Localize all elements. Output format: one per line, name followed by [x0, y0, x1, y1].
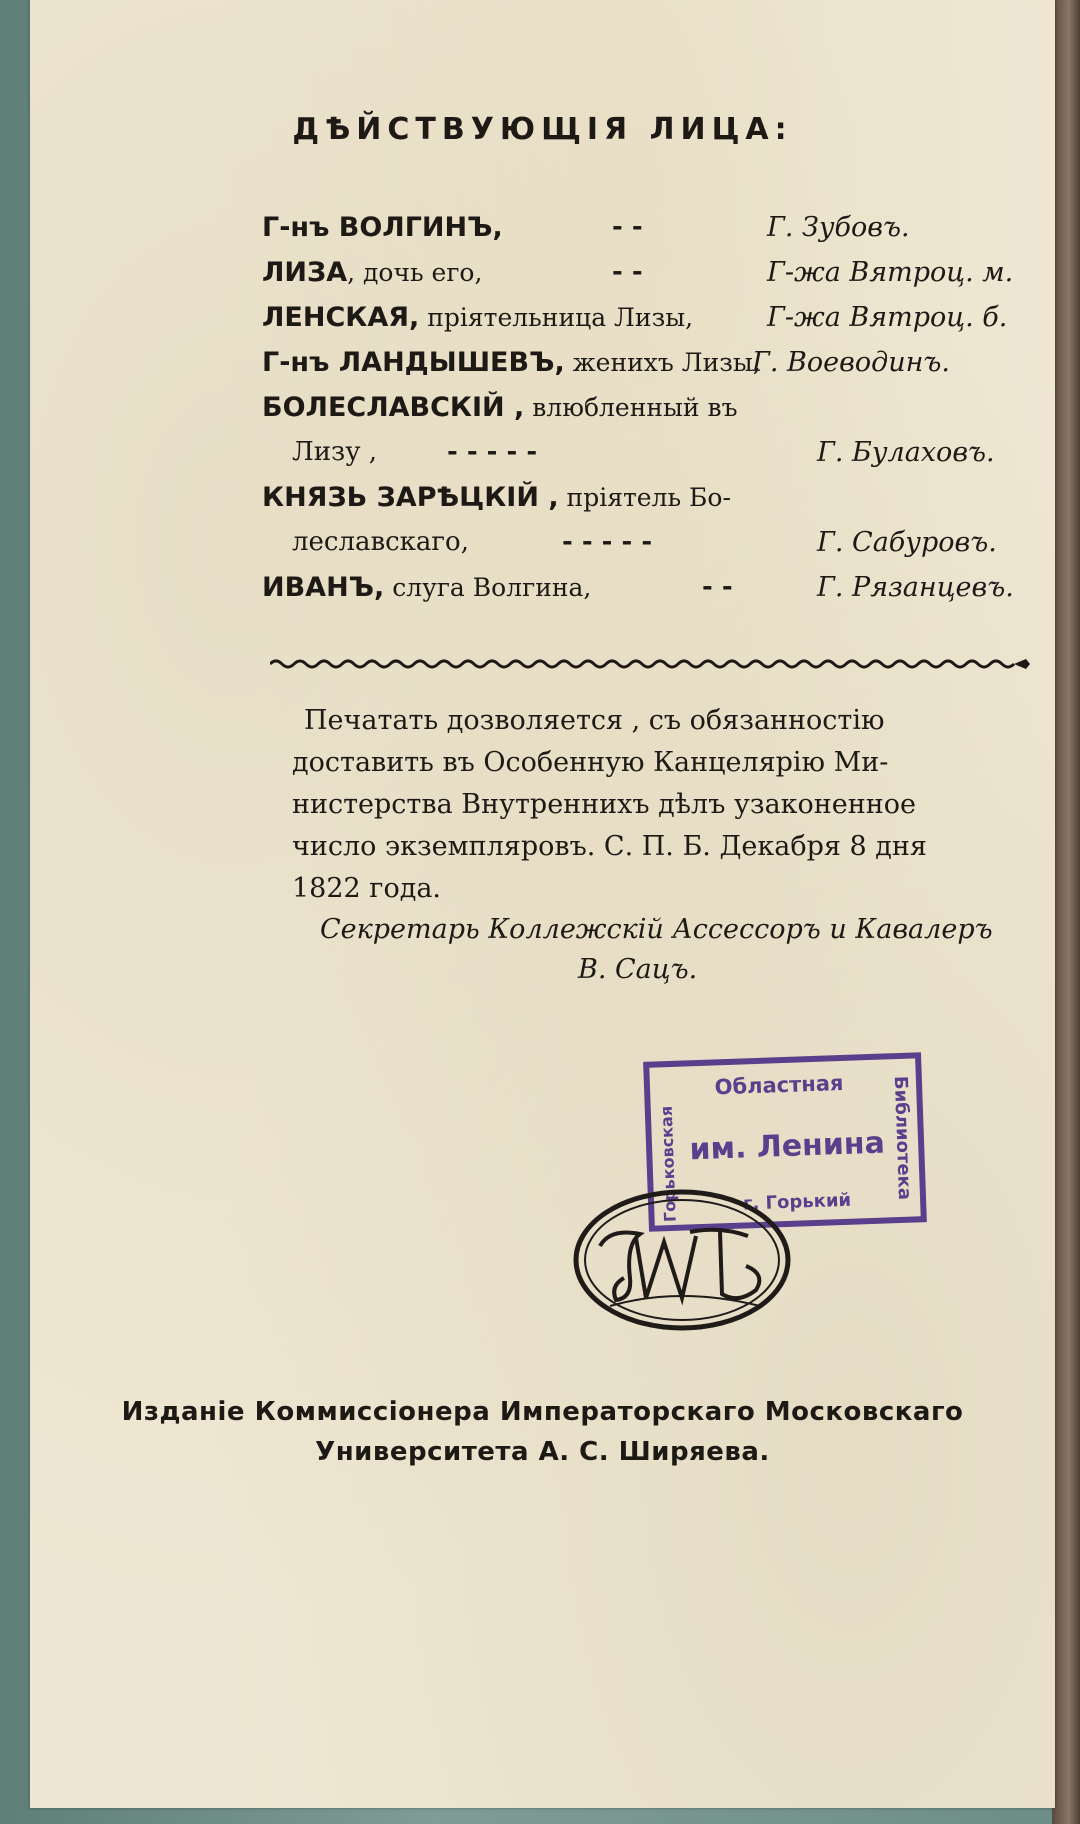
- stamp-text-right: Библиотека: [889, 1075, 916, 1201]
- permit-line: число экземпляровъ. С. П. Б. Декабря 8 дня: [292, 831, 927, 862]
- cast-row: [262, 250, 1032, 295]
- publisher-imprint: [30, 1392, 1055, 1472]
- ornamental-rule: [270, 656, 1030, 672]
- monogram-stamp: [570, 1186, 794, 1334]
- cast-row: [262, 340, 1032, 385]
- page-heading: ДѢЙСТВУЮЩІЯ ЛИЦА:: [292, 112, 793, 147]
- cast-role: леславскаго,: [292, 527, 469, 557]
- cast-role: Г-нъ ЛАНДЫШЕВЪ, женихъ Лизы,: [262, 347, 761, 378]
- cast-actor: Г-жа Вятроц. м.: [767, 257, 1014, 288]
- permit-line: нистерства Внутреннихъ дѣлъ узаконенное: [292, 789, 917, 820]
- cast-row: [262, 430, 1032, 475]
- cast-role: ЛЕНСКАЯ, пріятельница Лизы,: [262, 302, 694, 333]
- publisher-line: Изданіе Коммиссіонера Императорскаго Московскаго: [121, 1397, 964, 1427]
- cast-role: Г-нъ ВОЛГИНЪ,: [262, 212, 503, 243]
- signature-name: В. Сацъ.: [578, 954, 698, 985]
- cast-actor: Г-жа Вятроц. б.: [767, 302, 1008, 333]
- stamp-text-bottom: г. Горький: [742, 1189, 852, 1215]
- cast-dashes: - -: [612, 212, 643, 242]
- stamp-text-left: Горьковская: [656, 1105, 680, 1223]
- cast-row: [262, 520, 1032, 565]
- permit-line: Печатать дозволяется , съ обязанностію: [304, 705, 885, 736]
- signature-title: Секретарь Коллежскій Ассессоръ и Кавалеръ: [320, 914, 993, 945]
- cast-dashes: - - - - -: [447, 437, 538, 467]
- stamp-text-middle: им. Ленина: [688, 1125, 886, 1168]
- cast-row: [262, 205, 1032, 250]
- cast-actor: Г. Рязанцевъ.: [817, 572, 1014, 603]
- cast-role: БОЛЕСЛАВСКІЙ , влюбленный въ: [262, 392, 738, 423]
- cast-dashes: - -: [612, 257, 643, 287]
- cast-row: [262, 295, 1032, 340]
- censor-signature: [320, 910, 1040, 990]
- permit-line: доставить въ Особенную Канцелярію Ми-: [292, 747, 889, 778]
- cast-role: ИВАНЪ, слуга Волгина,: [262, 572, 592, 603]
- cast-role: КНЯЗЬ ЗАРѢЦКІЙ , пріятель Бо-: [262, 482, 731, 513]
- permit-line: 1822 года.: [292, 873, 442, 904]
- cast-actor: Г. Зубовъ.: [767, 212, 910, 243]
- cast-row: [262, 475, 1032, 520]
- cast-dashes: - -: [702, 572, 733, 602]
- stamp-text-top: Областная: [714, 1070, 844, 1100]
- cast-actor: Г. Воеводинъ.: [752, 347, 950, 378]
- cast-row: [262, 565, 1032, 610]
- cast-list: [262, 205, 1032, 610]
- cast-role: Лизу ,: [292, 437, 378, 467]
- cast-dashes: - - - - -: [562, 527, 653, 557]
- binding-edge: [1052, 0, 1080, 1824]
- censorship-permit: [292, 700, 1034, 910]
- cast-actor: Г. Булаховъ.: [817, 437, 995, 468]
- cast-row: [262, 385, 1032, 430]
- publisher-line: Университета А. С. Ширяева.: [315, 1437, 770, 1467]
- book-page: [30, 0, 1055, 1808]
- cast-role: ЛИЗА, дочь его,: [262, 257, 483, 288]
- cast-actor: Г. Сабуровъ.: [817, 527, 997, 558]
